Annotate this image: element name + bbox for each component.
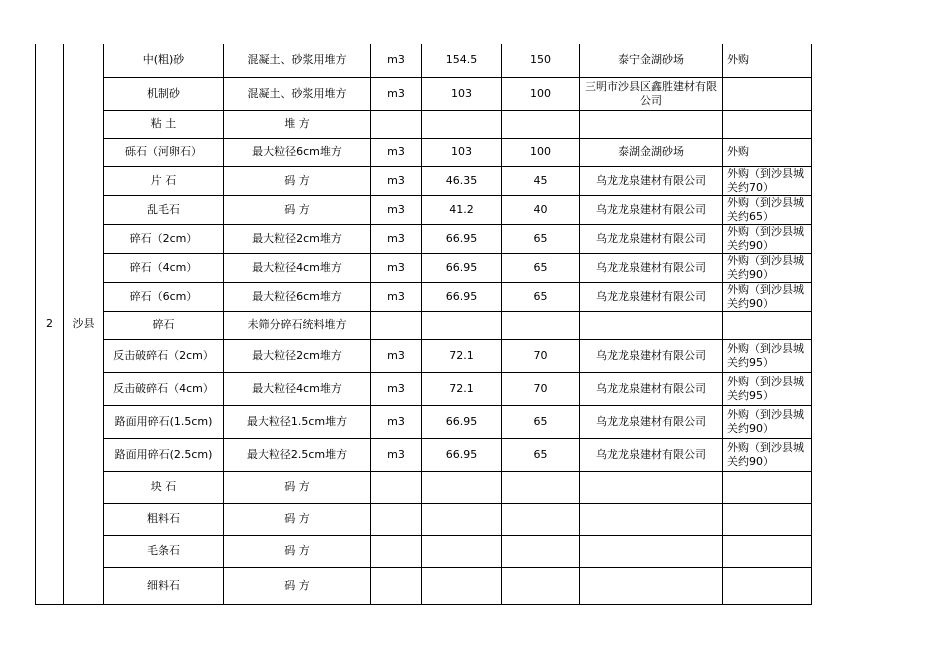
price-b-cell: 100 xyxy=(502,77,580,110)
supplier-cell: 乌龙龙泉建材有限公司 xyxy=(580,224,723,253)
material-name-cell: 砾石（河卵石） xyxy=(104,138,224,166)
table-row xyxy=(36,567,812,604)
supplier-cell xyxy=(580,535,723,567)
unit-cell: m3 xyxy=(371,253,422,282)
material-name-cell: 机制砂 xyxy=(104,77,224,110)
note-cell: 外购 xyxy=(723,138,812,166)
unit-cell: m3 xyxy=(371,438,422,471)
price-b-cell xyxy=(502,567,580,604)
supplier-cell: 泰宁金湖砂场 xyxy=(580,44,723,77)
unit-cell xyxy=(371,471,422,503)
price-a-cell: 154.5 xyxy=(422,44,502,77)
table-row xyxy=(36,110,812,138)
table-row xyxy=(36,138,812,166)
table-row xyxy=(36,166,812,195)
table-row xyxy=(36,503,812,535)
note-cell: 外购（到沙县城关约95） xyxy=(723,339,812,372)
price-table xyxy=(35,44,812,605)
spec-cell: 最大粒径1.5cm堆方 xyxy=(224,405,371,438)
note-cell: 外购 xyxy=(723,44,812,77)
price-a-cell: 46.35 xyxy=(422,166,502,195)
supplier-cell: 乌龙龙泉建材有限公司 xyxy=(580,282,723,311)
price-a-cell xyxy=(422,567,502,604)
supplier-cell: 三明市沙县区鑫胜建材有限公司 xyxy=(580,77,723,110)
material-name-cell: 片 石 xyxy=(104,166,224,195)
unit-cell xyxy=(371,503,422,535)
unit-cell xyxy=(371,535,422,567)
note-cell xyxy=(723,110,812,138)
price-a-cell: 66.95 xyxy=(422,438,502,471)
price-b-cell: 65 xyxy=(502,405,580,438)
material-name-cell: 反击破碎石（2cm） xyxy=(104,339,224,372)
price-b-cell: 65 xyxy=(502,438,580,471)
price-b-cell: 100 xyxy=(502,138,580,166)
material-name-cell: 中(粗)砂 xyxy=(104,44,224,77)
spec-cell: 最大粒径2.5cm堆方 xyxy=(224,438,371,471)
spec-cell: 最大粒径6cm堆方 xyxy=(224,282,371,311)
note-cell xyxy=(723,311,812,339)
spec-cell: 最大粒径2cm堆方 xyxy=(224,224,371,253)
price-b-cell: 70 xyxy=(502,372,580,405)
supplier-cell: 乌龙龙泉建材有限公司 xyxy=(580,438,723,471)
price-b-cell: 70 xyxy=(502,339,580,372)
price-a-cell: 66.95 xyxy=(422,253,502,282)
unit-cell: m3 xyxy=(371,44,422,77)
spec-cell: 混凝土、砂浆用堆方 xyxy=(224,44,371,77)
price-a-cell xyxy=(422,503,502,535)
supplier-cell xyxy=(580,503,723,535)
spec-cell: 码 方 xyxy=(224,567,371,604)
note-cell xyxy=(723,77,812,110)
unit-cell xyxy=(371,110,422,138)
spec-cell: 码 方 xyxy=(224,503,371,535)
unit-cell xyxy=(371,311,422,339)
group-index-cell: 2 xyxy=(36,44,64,604)
note-cell: 外购（到沙县城关约90） xyxy=(723,405,812,438)
material-name-cell: 路面用碎石(1.5cm) xyxy=(104,405,224,438)
note-cell xyxy=(723,567,812,604)
price-a-cell: 103 xyxy=(422,77,502,110)
unit-cell: m3 xyxy=(371,138,422,166)
material-name-cell: 反击破碎石（4cm） xyxy=(104,372,224,405)
spec-cell: 码 方 xyxy=(224,195,371,224)
price-b-cell: 40 xyxy=(502,195,580,224)
price-a-cell: 41.2 xyxy=(422,195,502,224)
price-b-cell: 65 xyxy=(502,224,580,253)
spec-cell: 码 方 xyxy=(224,166,371,195)
table-row xyxy=(36,405,812,438)
table-row xyxy=(36,438,812,471)
price-b-cell: 45 xyxy=(502,166,580,195)
unit-cell: m3 xyxy=(371,372,422,405)
note-cell: 外购（到沙县城关约95） xyxy=(723,372,812,405)
material-name-cell: 毛条石 xyxy=(104,535,224,567)
supplier-cell: 乌龙龙泉建材有限公司 xyxy=(580,166,723,195)
table-row xyxy=(36,44,812,77)
table-row xyxy=(36,195,812,224)
spec-cell: 最大粒径6cm堆方 xyxy=(224,138,371,166)
material-name-cell: 粘 土 xyxy=(104,110,224,138)
table-row xyxy=(36,253,812,282)
price-b-cell xyxy=(502,311,580,339)
table-row xyxy=(36,471,812,503)
material-name-cell: 细料石 xyxy=(104,567,224,604)
price-a-cell xyxy=(422,471,502,503)
material-name-cell: 碎石（4cm） xyxy=(104,253,224,282)
spec-cell: 码 方 xyxy=(224,535,371,567)
unit-cell: m3 xyxy=(371,282,422,311)
material-name-cell: 碎石（2cm） xyxy=(104,224,224,253)
table-row xyxy=(36,535,812,567)
table-row xyxy=(36,311,812,339)
price-a-cell xyxy=(422,110,502,138)
unit-cell: m3 xyxy=(371,224,422,253)
price-a-cell: 72.1 xyxy=(422,339,502,372)
unit-cell: m3 xyxy=(371,405,422,438)
spec-cell: 最大粒径4cm堆方 xyxy=(224,253,371,282)
material-name-cell: 碎石 xyxy=(104,311,224,339)
spec-cell: 未筛分碎石统料堆方 xyxy=(224,311,371,339)
price-a-cell: 66.95 xyxy=(422,224,502,253)
price-a-cell xyxy=(422,311,502,339)
unit-cell: m3 xyxy=(371,195,422,224)
supplier-cell xyxy=(580,110,723,138)
price-a-cell: 103 xyxy=(422,138,502,166)
price-b-cell: 65 xyxy=(502,282,580,311)
note-cell: 外购（到沙县城关约90） xyxy=(723,224,812,253)
table-row xyxy=(36,339,812,372)
supplier-cell: 乌龙龙泉建材有限公司 xyxy=(580,405,723,438)
unit-cell: m3 xyxy=(371,339,422,372)
spec-cell: 最大粒径4cm堆方 xyxy=(224,372,371,405)
price-b-cell xyxy=(502,535,580,567)
material-name-cell: 乱毛石 xyxy=(104,195,224,224)
supplier-cell: 泰湖金湖砂场 xyxy=(580,138,723,166)
table-row xyxy=(36,224,812,253)
price-b-cell xyxy=(502,503,580,535)
supplier-cell xyxy=(580,311,723,339)
price-b-cell: 65 xyxy=(502,253,580,282)
supplier-cell: 乌龙龙泉建材有限公司 xyxy=(580,339,723,372)
supplier-cell xyxy=(580,567,723,604)
table-body xyxy=(36,44,812,604)
spec-cell: 堆 方 xyxy=(224,110,371,138)
spec-cell: 最大粒径2cm堆方 xyxy=(224,339,371,372)
supplier-cell: 乌龙龙泉建材有限公司 xyxy=(580,195,723,224)
price-a-cell: 66.95 xyxy=(422,405,502,438)
note-cell: 外购（到沙县城关约90） xyxy=(723,253,812,282)
price-b-cell: 150 xyxy=(502,44,580,77)
note-cell: 外购（到沙县城关约70） xyxy=(723,166,812,195)
unit-cell: m3 xyxy=(371,77,422,110)
material-name-cell: 碎石（6cm） xyxy=(104,282,224,311)
note-cell: 外购（到沙县城关约90） xyxy=(723,282,812,311)
table-row xyxy=(36,372,812,405)
group-region-cell: 沙县 xyxy=(64,44,104,604)
spec-cell: 混凝土、砂浆用堆方 xyxy=(224,77,371,110)
price-b-cell xyxy=(502,110,580,138)
material-name-cell: 粗料石 xyxy=(104,503,224,535)
note-cell xyxy=(723,535,812,567)
price-a-cell: 66.95 xyxy=(422,282,502,311)
table-row xyxy=(36,77,812,110)
note-cell xyxy=(723,503,812,535)
price-b-cell xyxy=(502,471,580,503)
supplier-cell xyxy=(580,471,723,503)
price-a-cell xyxy=(422,535,502,567)
note-cell: 外购（到沙县城关约90） xyxy=(723,438,812,471)
price-a-cell: 72.1 xyxy=(422,372,502,405)
table-row xyxy=(36,282,812,311)
note-cell: 外购（到沙县城关约65） xyxy=(723,195,812,224)
material-name-cell: 块 石 xyxy=(104,471,224,503)
supplier-cell: 乌龙龙泉建材有限公司 xyxy=(580,372,723,405)
unit-cell: m3 xyxy=(371,166,422,195)
note-cell xyxy=(723,471,812,503)
unit-cell xyxy=(371,567,422,604)
spec-cell: 码 方 xyxy=(224,471,371,503)
supplier-cell: 乌龙龙泉建材有限公司 xyxy=(580,253,723,282)
material-name-cell: 路面用碎石(2.5cm) xyxy=(104,438,224,471)
